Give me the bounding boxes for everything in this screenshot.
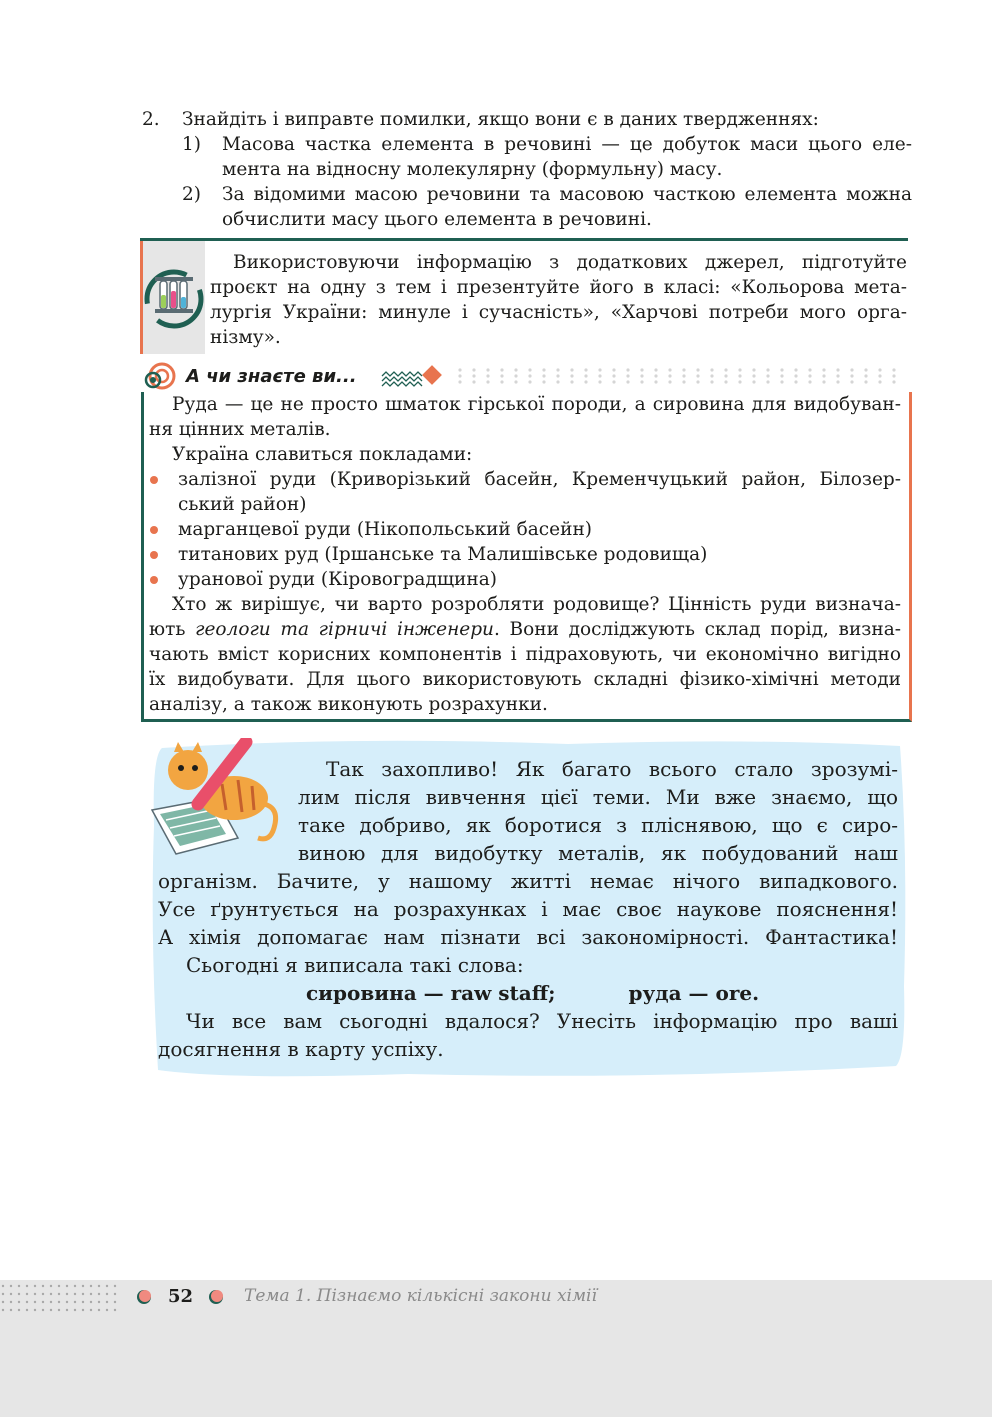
rule-dot [486, 368, 489, 371]
item-line: Масова частка елемента в речовині — це добуток маси цього еле- [222, 134, 912, 155]
dyk-line: їх видобувати. Для цього використовують складні фізико-хімічні методи [149, 669, 901, 690]
bullet-dot [150, 576, 158, 584]
grid-dot [114, 1309, 116, 1311]
rule-dot [682, 368, 685, 371]
rule-dot [710, 374, 713, 377]
task-2-intro [142, 107, 912, 132]
rule-dot [556, 374, 559, 377]
grid-dot [18, 1301, 20, 1303]
rule-dot [724, 368, 727, 371]
rule-dot [864, 374, 867, 377]
grid-dot [42, 1301, 44, 1303]
task-2 [142, 107, 912, 232]
rule-dot [892, 380, 895, 383]
rule-dot [682, 374, 685, 377]
rule-dot [472, 368, 475, 371]
grid-dot [74, 1293, 76, 1295]
rule-dot [850, 368, 853, 371]
rule-dot [472, 374, 475, 377]
rule-dot [668, 374, 671, 377]
footer-bullet-icon [139, 1290, 151, 1302]
grid-dot [2, 1309, 4, 1311]
grid-dot [42, 1285, 44, 1287]
grid-dot [66, 1301, 68, 1303]
vocab-word: руда — ore. [628, 981, 760, 1005]
grid-dot [42, 1293, 44, 1295]
list-item-line: ський район) [178, 494, 307, 515]
task-2-item-2 [142, 182, 912, 232]
note-line: таке добриво, як боротися з пліснявою, що є сиро- [298, 813, 898, 837]
list-item [149, 517, 901, 542]
rule-dot [822, 374, 825, 377]
grid-dot [98, 1301, 100, 1303]
dot-grid [2, 1285, 116, 1311]
rule-dot [766, 380, 769, 383]
grid-dot [26, 1285, 28, 1287]
grid-dot [90, 1301, 92, 1303]
rule-dot [654, 368, 657, 371]
dyk-line [149, 617, 901, 642]
grid-dot [106, 1301, 108, 1303]
rule-dot [696, 368, 699, 371]
project-line: Використовуючи інформацію з додаткових джерел, підготуйте [233, 252, 907, 273]
rule-dot [570, 368, 573, 371]
rule-dot [640, 380, 643, 383]
rule-dot [724, 374, 727, 377]
grid-dot [50, 1293, 52, 1295]
dyk-line: ня цінних металів. [149, 419, 331, 440]
list-item-line: залізної руди (Криворізький басейн, Кременчуцький район, Білозер- [178, 469, 901, 490]
footer-bullet-icon [211, 1290, 223, 1302]
grid-dot [66, 1309, 68, 1311]
rule-dot [570, 374, 573, 377]
rule-dot [654, 374, 657, 377]
bullet-dot [150, 476, 158, 484]
rule-dot [822, 368, 825, 371]
note-line: лим після вивчення цієї теми. Ми вже знаємо, що [298, 785, 898, 809]
rule-dot [626, 374, 629, 377]
rule-dot [668, 380, 671, 383]
list-item-line: марганцевої руди (Нікопольський басейн) [178, 519, 592, 540]
grid-dot [50, 1285, 52, 1287]
vocabulary-line [158, 979, 898, 1007]
grid-dot [82, 1309, 84, 1311]
rule-dot [528, 368, 531, 371]
rule-dot [598, 380, 601, 383]
rule-dot [570, 380, 573, 383]
dyk-italic-run: геологи та гірничі інженери [195, 619, 494, 640]
rule-dot [458, 374, 461, 377]
grid-dot [18, 1285, 20, 1287]
grid-dot [58, 1293, 60, 1295]
rule-dot [850, 374, 853, 377]
grid-dot [50, 1309, 52, 1311]
rule-dot [458, 368, 461, 371]
rule-dot [878, 368, 881, 371]
rule-dot [640, 374, 643, 377]
dyk-text-run: . Вони досліджують склад порід, визна- [493, 619, 901, 640]
rule-dot [472, 380, 475, 383]
rule-dot [864, 380, 867, 383]
rule-dot [738, 374, 741, 377]
vocab-word: сировина — raw staff; [306, 981, 556, 1005]
grid-dot [10, 1309, 12, 1311]
grid-dot [106, 1293, 108, 1295]
rule-dot [710, 380, 713, 383]
rule-dot [486, 374, 489, 377]
rule-dot [584, 368, 587, 371]
rule-dot [640, 368, 643, 371]
rule-dot [626, 368, 629, 371]
grid-dot [34, 1293, 36, 1295]
grid-dot [2, 1285, 4, 1287]
rule-dot [794, 380, 797, 383]
grid-dot [18, 1309, 20, 1311]
rule-dot [654, 380, 657, 383]
rule-dot [794, 374, 797, 377]
dyk-line: Україна славиться покладами: [172, 444, 473, 465]
rule-dot [878, 374, 881, 377]
note-text [158, 755, 898, 1063]
rule-dot [682, 380, 685, 383]
grid-dot [66, 1285, 68, 1287]
grid-dot [66, 1293, 68, 1295]
page-number: 52 [168, 1286, 194, 1307]
grid-dot [82, 1293, 84, 1295]
rule-dot [598, 368, 601, 371]
rule-dot [514, 374, 517, 377]
rule-dot [780, 368, 783, 371]
list-item [149, 542, 901, 567]
rule-dot [514, 380, 517, 383]
rule-dot [556, 380, 559, 383]
rule-dot [500, 368, 503, 371]
grid-dot [26, 1301, 28, 1303]
rule-dot [696, 380, 699, 383]
project-text [210, 250, 907, 350]
grid-dot [34, 1301, 36, 1303]
rule-dot [556, 368, 559, 371]
dyk-text-run: ють [149, 619, 196, 640]
rule-dot [766, 374, 769, 377]
target-icon [146, 364, 174, 388]
bullet-dot [150, 551, 158, 559]
did-you-know-text [149, 392, 901, 717]
task-number: 2. [142, 109, 160, 130]
grid-dot [114, 1285, 116, 1287]
grid-dot [114, 1301, 116, 1303]
grid-dot [74, 1285, 76, 1287]
rule-dot [598, 374, 601, 377]
grid-dot [90, 1285, 92, 1287]
grid-dot [58, 1285, 60, 1287]
footer-topic: Тема 1. Пізнаємо кількісні закони хімії [244, 1286, 597, 1306]
note-line: виною для видобутку металів, як побудований наш [298, 841, 898, 865]
dyk-line: аналізу, а також виконують розрахунки. [149, 694, 548, 715]
item-line: мента на відносну молекулярну (формульну) масу. [222, 159, 723, 180]
grid-dot [82, 1301, 84, 1303]
grid-dot [58, 1301, 60, 1303]
rule-dot [864, 368, 867, 371]
rule-dot [724, 380, 727, 383]
rule-dot [486, 380, 489, 383]
grid-dot [98, 1293, 100, 1295]
project-line: лургія України: минуле і сучасність», «Харчові потреби мого орга- [210, 302, 907, 323]
note-line: Чи все вам сьогодні вдалося? Унесіть інформацію про ваші [186, 1009, 898, 1033]
grid-dot [90, 1309, 92, 1311]
bullet-dot [150, 526, 158, 534]
rule-dot [710, 368, 713, 371]
note-line: досягнення в карту успіху. [158, 1037, 444, 1061]
item-line: обчислити масу цього елемента в речовині. [222, 209, 652, 230]
rule-dot [458, 380, 461, 383]
grid-dot [26, 1309, 28, 1311]
rule-dot [738, 368, 741, 371]
rule-dot [822, 380, 825, 383]
list-item [149, 467, 901, 517]
rule-dot [696, 374, 699, 377]
rule-dot [752, 380, 755, 383]
rule-dot [752, 374, 755, 377]
rule-dot [836, 374, 839, 377]
rule-dot [528, 374, 531, 377]
item-line: За відомими масою речовини та масовою часткою елемента можна [222, 184, 912, 205]
task-2-item-1 [142, 132, 912, 182]
rule-dot [850, 380, 853, 383]
rule-dot [514, 368, 517, 371]
project-icon-box [143, 241, 205, 354]
rule-dot [892, 374, 895, 377]
task-2-intro-text: Знайдіть і виправте помилки, якщо вони є в даних твердженнях: [182, 109, 819, 130]
grid-dot [50, 1301, 52, 1303]
grid-dot [58, 1309, 60, 1311]
rule-dot [836, 368, 839, 371]
grid-dot [74, 1301, 76, 1303]
grid-dot [18, 1293, 20, 1295]
grid-dot [10, 1301, 12, 1303]
rule-dot [878, 380, 881, 383]
note-line: А хімія допомагає нам пізнати всі закономірності. Фантастика! [158, 925, 898, 949]
rule-dot [612, 374, 615, 377]
grid-dot [10, 1285, 12, 1287]
dyk-line: Хто ж вирішує, чи варто розробляти родовище? Цінність руди визнача- [172, 594, 901, 615]
rule-dot [612, 380, 615, 383]
rule-dot [626, 380, 629, 383]
rule-dot [528, 380, 531, 383]
rule-dot [836, 380, 839, 383]
item-number: 2) [182, 184, 201, 205]
grid-dot [106, 1309, 108, 1311]
rule-dot [738, 380, 741, 383]
grid-dot [82, 1285, 84, 1287]
note-line: організм. Бачите, у нашому житті немає нічого випадкового. [158, 869, 898, 893]
list-item-line: титанових руд (Іршанське та Малишівське родовища) [178, 544, 708, 565]
project-line: нізму». [210, 327, 281, 348]
rule-dot [668, 368, 671, 371]
grid-dot [106, 1285, 108, 1287]
note-line: Усе ґрунтується на розрахунках і має своє наукове пояснення! [158, 897, 898, 921]
rule-dot [542, 374, 545, 377]
test-tubes-icon [143, 241, 205, 354]
rule-dot [500, 380, 503, 383]
rule-dot [500, 374, 503, 377]
grid-dot [90, 1293, 92, 1295]
rule-dot [892, 368, 895, 371]
rule-dot [808, 368, 811, 371]
rule-dot [752, 368, 755, 371]
rule-dot [612, 368, 615, 371]
rule-dot [584, 380, 587, 383]
grid-dot [2, 1293, 4, 1295]
rule-dot [794, 368, 797, 371]
dotted-rule [458, 368, 895, 383]
grid-dot [2, 1301, 4, 1303]
rule-dot [584, 374, 587, 377]
grid-dot [34, 1309, 36, 1311]
footer-decoration [0, 1282, 232, 1322]
rule-dot [766, 368, 769, 371]
grid-dot [114, 1293, 116, 1295]
dyk-line: чають вміст корисних компонентів і підраховують, чи економічно вигідно [149, 644, 901, 665]
rule-dot [808, 374, 811, 377]
diamond-icon [422, 365, 442, 385]
grid-dot [34, 1285, 36, 1287]
dyk-line: Руда — це не просто шматок гірської породи, а сировина для видобуван- [172, 394, 901, 415]
list-item-line: уранової руди (Кіровоградщина) [178, 569, 497, 590]
did-you-know-title: А чи знаєте ви... [186, 366, 357, 387]
rule-dot [780, 374, 783, 377]
grid-dot [10, 1293, 12, 1295]
grid-dot [98, 1309, 100, 1311]
rule-dot [542, 368, 545, 371]
grid-dot [26, 1293, 28, 1295]
grid-dot [42, 1309, 44, 1311]
rule-dot [780, 380, 783, 383]
rule-dot [808, 380, 811, 383]
project-line: проєкт на одну з тем і презентуйте його в класі: «Кольорова мета- [210, 277, 907, 298]
project-top-rule [140, 238, 908, 241]
note-line: Так захопливо! Як багато всього стало зрозумі- [326, 757, 898, 781]
item-number: 1) [182, 134, 201, 155]
grid-dot [74, 1309, 76, 1311]
note-line: Сьогодні я виписала такі слова: [186, 953, 524, 977]
zigzag-icon [382, 372, 422, 386]
list-item [149, 567, 901, 592]
grid-dot [98, 1285, 100, 1287]
rule-dot [542, 380, 545, 383]
